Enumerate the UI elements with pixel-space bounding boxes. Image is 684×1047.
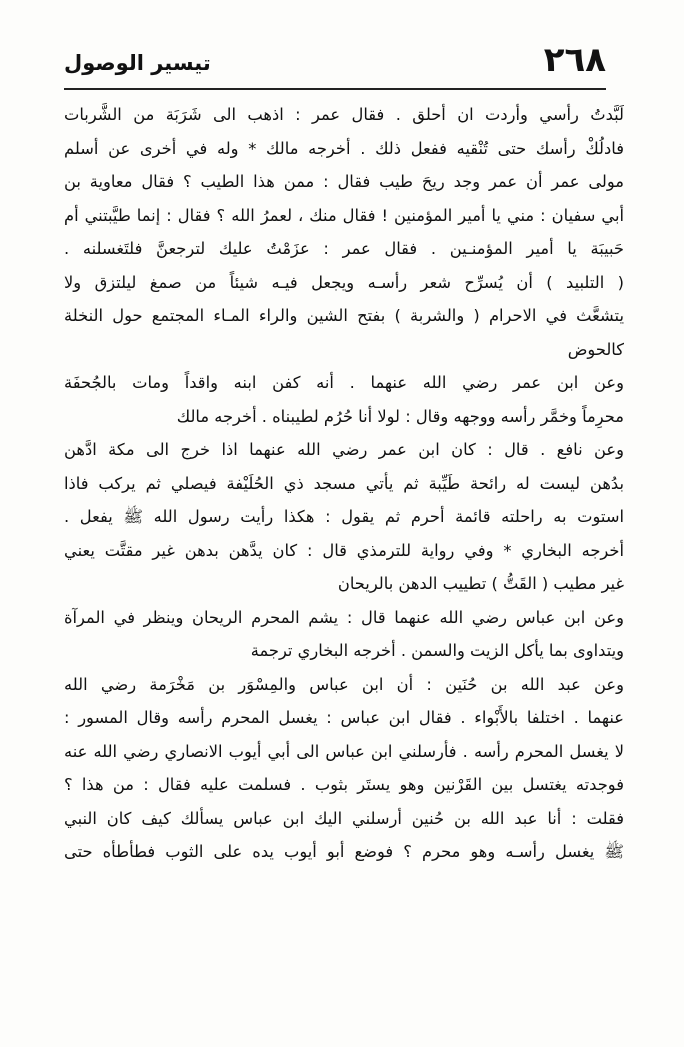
text-line: استوت به راحلته قائمة أحرم ثم يقول : هكذا رأيت رسول الله ﷺ يفعل .: [64, 507, 624, 526]
text-line: لا يغسل المحرم رأسه . فأرسلني ابن عباس الى أبي أيوب الانصاري رضي الله عنه: [64, 741, 624, 761]
text-line: أخرجه البخاري * وفي رواية للترمذي قال : كان يدَّهن بدهن غير مقتَّت يعني: [64, 540, 624, 560]
text-line: وعن ابن عباس رضي الله عنهما قال : يشم المحرم الريحان وينظر في المرآة: [64, 607, 624, 627]
text-line: وعن عبد الله بن حُنَين : أن ابن عباس والمِسْوَر بن مَخْرَمة رضي الله: [64, 674, 624, 694]
text-line: فقلت : أنا عبد الله بن حُنين أرسلني اليك ابن عباس يسألك كيف كان النبي: [64, 808, 624, 828]
text-line: ( التلبيد ) أن يُسرِّح شعر رأسـه ويجعل فيـه شيئاً من صمغ ليلتزق ولا: [64, 272, 624, 292]
text-line: غير مطيب ( القَتُّ ) تطييب الدهن بالريحان: [337, 574, 624, 593]
text-line: ﷺ يغسل رأسـه وهو محرم ؟ فوضع أبو أيوب يده على الثوب فطأطأه حتى: [64, 842, 624, 861]
page-header: [64, 40, 606, 88]
text-line: لَبَّدتُ رأسي وأردت ان أحلق . فقال عمر : اذهب الى شَرَبَة من الشَّربات: [64, 105, 624, 124]
text-line: فادلُكْ رأسك حتى تُنْقيه ففعل ذلك . أخرجه مالك * وله في أخرى عن أسلم: [64, 138, 624, 158]
header-rule: [64, 88, 606, 90]
text-line: أبي سفيان : مني يا أمير المؤمنين ! فقال منك ، لعمرُ الله ؟ فقال : إنما طيَّبتني أم: [64, 205, 624, 225]
text-line: مولى عمر أن عمر وجد ريحَ طيب فقال : ممن هذا الطيب ؟ فقال معاوية بن: [64, 172, 624, 191]
page-number: ٢٦٨: [543, 40, 606, 80]
running-title: تيسير الوصول: [64, 51, 211, 75]
text-line: يتشعَّث في الاحرام ( والشربة ) بفتح الشين والراء المـاء المجتمع حول النخلة: [64, 306, 624, 325]
text-line: محرِماً وخمَّر رأسه ووجهه وقال : لولا أنا حُرُم لطيبناه . أخرجه مالك: [176, 406, 624, 426]
text-line: كالحوض: [567, 339, 624, 359]
text-line: وعن ابن عمر رضي الله عنهما . أنه كفن ابنه واقداً ومات بالجُحفَة: [64, 373, 624, 392]
text-line: حَبيبَة يا أمير المؤمنـين . فقال عمر : عزَمْتُ عليك لترجعنَّ فلتَغسلنه .: [64, 239, 624, 258]
text-line: وعن نافع . قال : كان ابن عمر رضي الله عنهما اذا خرج الى مكة ادَّهن: [64, 440, 624, 459]
text-line: بدُهن ليست له رائحة طَيِّبة ثم يأتي مسجد ذي الحُلَيْفة فيصلي ثم يركب فاذا: [64, 473, 624, 493]
text-line: فوجدته يغتسل بين القَرْنين وهو يستَر بثوب . فسلمت عليه فقال : من هذا ؟: [64, 775, 624, 794]
body-text: [64, 98, 624, 869]
text-line: ويتداوى بما يأكل الزيت والسمن . أخرجه البخاري ترجمة: [250, 641, 624, 660]
text-line: عنهما . اختلفا بالأَبْواء . فقال ابن عباس : يغسل المحرم رأسه وقال المسور :: [64, 708, 624, 727]
